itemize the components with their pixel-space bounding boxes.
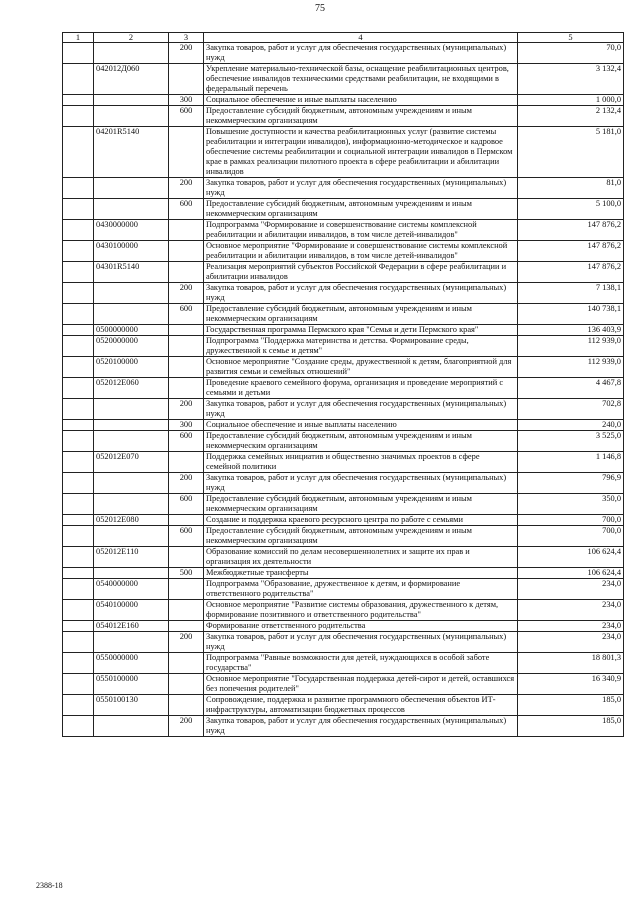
target-article-code-cell: 0500000000 [94, 325, 169, 336]
expense-type-code-cell: 300 [169, 420, 204, 431]
table-row [63, 515, 624, 526]
item-name-cell: Проведение краевого семейного форума, организация и проведение мероприятий с семьями и детьми [204, 378, 518, 399]
target-article-code-cell [94, 178, 169, 199]
amount-cell: 234,0 [518, 579, 624, 600]
row-index-cell [63, 43, 94, 64]
item-name-cell: Образование комиссий по делам несовершеннолетних и защите их прав и организация их деятельности [204, 547, 518, 568]
column-header-4: 4 [204, 33, 518, 43]
row-index-cell [63, 621, 94, 632]
table-row [63, 621, 624, 632]
target-article-code-cell: 042012Д060 [94, 64, 169, 95]
expense-type-code-cell: 600 [169, 431, 204, 452]
expense-type-code-cell [169, 336, 204, 357]
target-article-code-cell [94, 399, 169, 420]
target-article-code-cell: 052012Е060 [94, 378, 169, 399]
amount-cell: 350,0 [518, 494, 624, 515]
item-name-cell: Подпрограмма "Поддержка материнства и детства. Формирование среды, дружественной к семье и детям" [204, 336, 518, 357]
expense-type-code-cell: 200 [169, 283, 204, 304]
row-index-cell [63, 674, 94, 695]
row-index-cell [63, 653, 94, 674]
amount-cell: 112 939,0 [518, 336, 624, 357]
target-article-code-cell [94, 526, 169, 547]
item-name-cell: Подпрограмма "Формирование и совершенствование системы комплексной реабилитации и абилитации инвалидов, в том числе детей-инвалидов" [204, 220, 518, 241]
item-name-cell: Государственная программа Пермского края "Семья и дети Пермского края" [204, 325, 518, 336]
expense-type-code-cell: 300 [169, 95, 204, 106]
row-index-cell [63, 452, 94, 473]
row-index-cell [63, 526, 94, 547]
item-name-cell: Закупка товаров, работ и услуг для обеспечения государственных (муниципальных) нужд [204, 716, 518, 737]
item-name-cell: Закупка товаров, работ и услуг для обеспечения государственных (муниципальных) нужд [204, 283, 518, 304]
amount-cell: 5 100,0 [518, 199, 624, 220]
expense-type-code-cell: 200 [169, 473, 204, 494]
column-header-3: 3 [169, 33, 204, 43]
item-name-cell: Предоставление субсидий бюджетным, автономным учреждениям и иным некоммерческим организациям [204, 431, 518, 452]
expense-type-code-cell [169, 378, 204, 399]
amount-cell: 702,8 [518, 399, 624, 420]
expense-type-code-cell: 200 [169, 178, 204, 199]
target-article-code-cell [94, 304, 169, 325]
target-article-code-cell [94, 106, 169, 127]
target-article-code-cell [94, 283, 169, 304]
table-row [63, 127, 624, 178]
row-index-cell [63, 336, 94, 357]
target-article-code-cell [94, 95, 169, 106]
amount-cell: 136 403,9 [518, 325, 624, 336]
amount-cell: 140 738,1 [518, 304, 624, 325]
target-article-code-cell: 0520100000 [94, 357, 169, 378]
amount-cell: 700,0 [518, 526, 624, 547]
amount-cell: 1 000,0 [518, 95, 624, 106]
expense-type-code-cell [169, 357, 204, 378]
table-row [63, 336, 624, 357]
target-article-code-cell: 0430000000 [94, 220, 169, 241]
row-index-cell [63, 178, 94, 199]
expense-type-code-cell [169, 127, 204, 178]
expense-type-code-cell: 500 [169, 568, 204, 579]
row-index-cell [63, 199, 94, 220]
row-index-cell [63, 64, 94, 95]
row-index-cell [63, 716, 94, 737]
amount-cell: 240,0 [518, 420, 624, 431]
amount-cell: 18 801,3 [518, 653, 624, 674]
table-row [63, 568, 624, 579]
item-name-cell: Закупка товаров, работ и услуг для обеспечения государственных (муниципальных) нужд [204, 43, 518, 64]
target-article-code-cell [94, 420, 169, 431]
table-row [63, 241, 624, 262]
expense-type-code-cell [169, 515, 204, 526]
row-index-cell [63, 357, 94, 378]
item-name-cell: Сопровождение, поддержка и развитие программного обеспечения объектов ИТ-инфраструктуры, автоматизации бюджетных процессов [204, 695, 518, 716]
row-index-cell [63, 515, 94, 526]
target-article-code-cell: 0550100130 [94, 695, 169, 716]
amount-cell: 2 132,4 [518, 106, 624, 127]
amount-cell: 106 624,4 [518, 568, 624, 579]
table-row [63, 431, 624, 452]
row-index-cell [63, 241, 94, 262]
table-row [63, 220, 624, 241]
row-index-cell [63, 473, 94, 494]
table-row [63, 695, 624, 716]
table-row [63, 526, 624, 547]
target-article-code-cell: 0520000000 [94, 336, 169, 357]
item-name-cell: Закупка товаров, работ и услуг для обеспечения государственных (муниципальных) нужд [204, 399, 518, 420]
table-row [63, 716, 624, 737]
item-name-cell: Закупка товаров, работ и услуг для обеспечения государственных (муниципальных) нужд [204, 178, 518, 199]
expense-type-code-cell: 600 [169, 304, 204, 325]
document-code: 2388-18 [36, 881, 63, 890]
row-index-cell [63, 127, 94, 178]
target-article-code-cell: 052012Е080 [94, 515, 169, 526]
row-index-cell [63, 378, 94, 399]
amount-cell: 796,9 [518, 473, 624, 494]
amount-cell: 70,0 [518, 43, 624, 64]
amount-cell: 4 467,8 [518, 378, 624, 399]
item-name-cell: Межбюджетные трансферты [204, 568, 518, 579]
table-row [63, 325, 624, 336]
item-name-cell: Создание и поддержка краевого ресурсного центра по работе с семьями [204, 515, 518, 526]
row-index-cell [63, 220, 94, 241]
item-name-cell: Предоставление субсидий бюджетным, автономным учреждениям и иным некоммерческим организациям [204, 106, 518, 127]
item-name-cell: Основное мероприятие "Создание среды, дружественной к детям, благоприятной для развития семьи и семейных отношений" [204, 357, 518, 378]
amount-cell: 106 624,4 [518, 547, 624, 568]
target-article-code-cell: 0550100000 [94, 674, 169, 695]
amount-cell: 147 876,2 [518, 262, 624, 283]
expense-type-code-cell [169, 547, 204, 568]
amount-cell: 112 939,0 [518, 357, 624, 378]
item-name-cell: Подпрограмма "Равные возможности для детей, нуждающихся в особой заботе государства" [204, 653, 518, 674]
item-name-cell: Закупка товаров, работ и услуг для обеспечения государственных (муниципальных) нужд [204, 632, 518, 653]
target-article-code-cell: 052012Е070 [94, 452, 169, 473]
row-index-cell [63, 304, 94, 325]
expense-type-code-cell [169, 621, 204, 632]
item-name-cell: Социальное обеспечение и иные выплаты населению [204, 420, 518, 431]
row-index-cell [63, 579, 94, 600]
amount-cell: 3 525,0 [518, 431, 624, 452]
target-article-code-cell: 0430100000 [94, 241, 169, 262]
amount-cell: 234,0 [518, 632, 624, 653]
target-article-code-cell: 04301R5140 [94, 262, 169, 283]
expense-type-code-cell [169, 674, 204, 695]
expense-type-code-cell [169, 220, 204, 241]
table-row [63, 600, 624, 621]
item-name-cell: Социальное обеспечение и иные выплаты населению [204, 95, 518, 106]
expense-type-code-cell: 600 [169, 199, 204, 220]
amount-cell: 16 340,9 [518, 674, 624, 695]
target-article-code-cell: 0540000000 [94, 579, 169, 600]
item-name-cell: Формирование ответственного родительства [204, 621, 518, 632]
row-index-cell [63, 632, 94, 653]
target-article-code-cell: 0550000000 [94, 653, 169, 674]
table-row [63, 674, 624, 695]
table-row [63, 378, 624, 399]
amount-cell: 700,0 [518, 515, 624, 526]
item-name-cell: Подпрограмма "Образование, дружественное к детям, и формирование ответственного родительства" [204, 579, 518, 600]
table-row [63, 178, 624, 199]
amount-cell: 3 132,4 [518, 64, 624, 95]
item-name-cell: Предоставление субсидий бюджетным, автономным учреждениям и иным некоммерческим организациям [204, 199, 518, 220]
column-header-2: 2 [94, 33, 169, 43]
item-name-cell: Основное мероприятие "Формирование и совершенствование системы комплексной реабилитации и абилитации инвалидов, в том числе детей-инвалидов" [204, 241, 518, 262]
table-row [63, 199, 624, 220]
amount-cell: 185,0 [518, 695, 624, 716]
expense-type-code-cell [169, 579, 204, 600]
expense-type-code-cell: 200 [169, 399, 204, 420]
row-index-cell [63, 283, 94, 304]
amount-cell: 234,0 [518, 600, 624, 621]
amount-cell: 185,0 [518, 716, 624, 737]
table-header-row [63, 33, 624, 43]
row-index-cell [63, 262, 94, 283]
expense-type-code-cell [169, 241, 204, 262]
amount-cell: 7 138,1 [518, 283, 624, 304]
amount-cell: 147 876,2 [518, 241, 624, 262]
amount-cell: 147 876,2 [518, 220, 624, 241]
target-article-code-cell [94, 199, 169, 220]
expense-type-code-cell: 600 [169, 494, 204, 515]
item-name-cell: Реализация мероприятий субъектов Российской Федерации в сфере реабилитации и абилитации инвалидов [204, 262, 518, 283]
column-header-5: 5 [518, 33, 624, 43]
column-header-1: 1 [63, 33, 94, 43]
target-article-code-cell: 0540100000 [94, 600, 169, 621]
expense-type-code-cell [169, 262, 204, 283]
table-row [63, 632, 624, 653]
table-row [63, 106, 624, 127]
table-row [63, 547, 624, 568]
item-name-cell: Укрепление материально-технической базы, оснащение реабилитационных центров, обеспечение инвалидов техническими средствами реабилитации, не входящими в федеральный перечень [204, 64, 518, 95]
table-row [63, 262, 624, 283]
table-row [63, 64, 624, 95]
target-article-code-cell: 052012Е110 [94, 547, 169, 568]
target-article-code-cell [94, 568, 169, 579]
item-name-cell: Предоставление субсидий бюджетным, автономным учреждениям и иным некоммерческим организациям [204, 526, 518, 547]
expense-type-code-cell [169, 325, 204, 336]
expense-type-code-cell [169, 64, 204, 95]
row-index-cell [63, 106, 94, 127]
expense-type-code-cell [169, 653, 204, 674]
table-row [63, 95, 624, 106]
amount-cell: 5 181,0 [518, 127, 624, 178]
item-name-cell: Закупка товаров, работ и услуг для обеспечения государственных (муниципальных) нужд [204, 473, 518, 494]
row-index-cell [63, 420, 94, 431]
expense-type-code-cell [169, 695, 204, 716]
row-index-cell [63, 695, 94, 716]
expense-type-code-cell [169, 452, 204, 473]
target-article-code-cell [94, 473, 169, 494]
row-index-cell [63, 431, 94, 452]
amount-cell: 81,0 [518, 178, 624, 199]
amount-cell: 234,0 [518, 621, 624, 632]
budget-table [62, 32, 624, 737]
table-row [63, 473, 624, 494]
expense-type-code-cell: 600 [169, 106, 204, 127]
item-name-cell: Основное мероприятие "Развитие системы образования, дружественного к детям, формирование позитивного и ответственного родительства" [204, 600, 518, 621]
expense-type-code-cell: 200 [169, 716, 204, 737]
item-name-cell: Предоставление субсидий бюджетным, автономным учреждениям и иным некоммерческим организациям [204, 494, 518, 515]
target-article-code-cell [94, 431, 169, 452]
row-index-cell [63, 494, 94, 515]
table-row [63, 579, 624, 600]
target-article-code-cell: 054012Е160 [94, 621, 169, 632]
amount-cell: 1 146,8 [518, 452, 624, 473]
item-name-cell: Основное мероприятие "Государственная поддержка детей-сирот и детей, оставшихся без попечения родителей" [204, 674, 518, 695]
expense-type-code-cell [169, 600, 204, 621]
target-article-code-cell: 04201R5140 [94, 127, 169, 178]
target-article-code-cell [94, 716, 169, 737]
page-number: 75 [315, 3, 325, 14]
expense-type-code-cell: 200 [169, 43, 204, 64]
table-row [63, 304, 624, 325]
target-article-code-cell [94, 494, 169, 515]
table-row [63, 399, 624, 420]
table-row [63, 43, 624, 64]
table-row [63, 494, 624, 515]
expense-type-code-cell: 200 [169, 632, 204, 653]
row-index-cell [63, 568, 94, 579]
row-index-cell [63, 325, 94, 336]
table-row [63, 420, 624, 431]
table-row [63, 653, 624, 674]
item-name-cell: Поддержка семейных инициатив и общественно значимых проектов в сфере семейной политики [204, 452, 518, 473]
table-row [63, 357, 624, 378]
expense-type-code-cell: 600 [169, 526, 204, 547]
item-name-cell: Повышение доступности и качества реабилитационных услуг (развитие системы реабилитации и интеграции инвалидов), информационно-методическое и кадровое обеспечение системы реабилитации и социальной интеграции инвалидов в Пермском крае в рамках реализации пилотного проекта в сфере реабилитации и абилитации инвалидов [204, 127, 518, 178]
target-article-code-cell [94, 43, 169, 64]
table-row [63, 283, 624, 304]
row-index-cell [63, 547, 94, 568]
item-name-cell: Предоставление субсидий бюджетным, автономным учреждениям и иным некоммерческим организациям [204, 304, 518, 325]
row-index-cell [63, 600, 94, 621]
table-row [63, 452, 624, 473]
target-article-code-cell [94, 632, 169, 653]
row-index-cell [63, 95, 94, 106]
row-index-cell [63, 399, 94, 420]
